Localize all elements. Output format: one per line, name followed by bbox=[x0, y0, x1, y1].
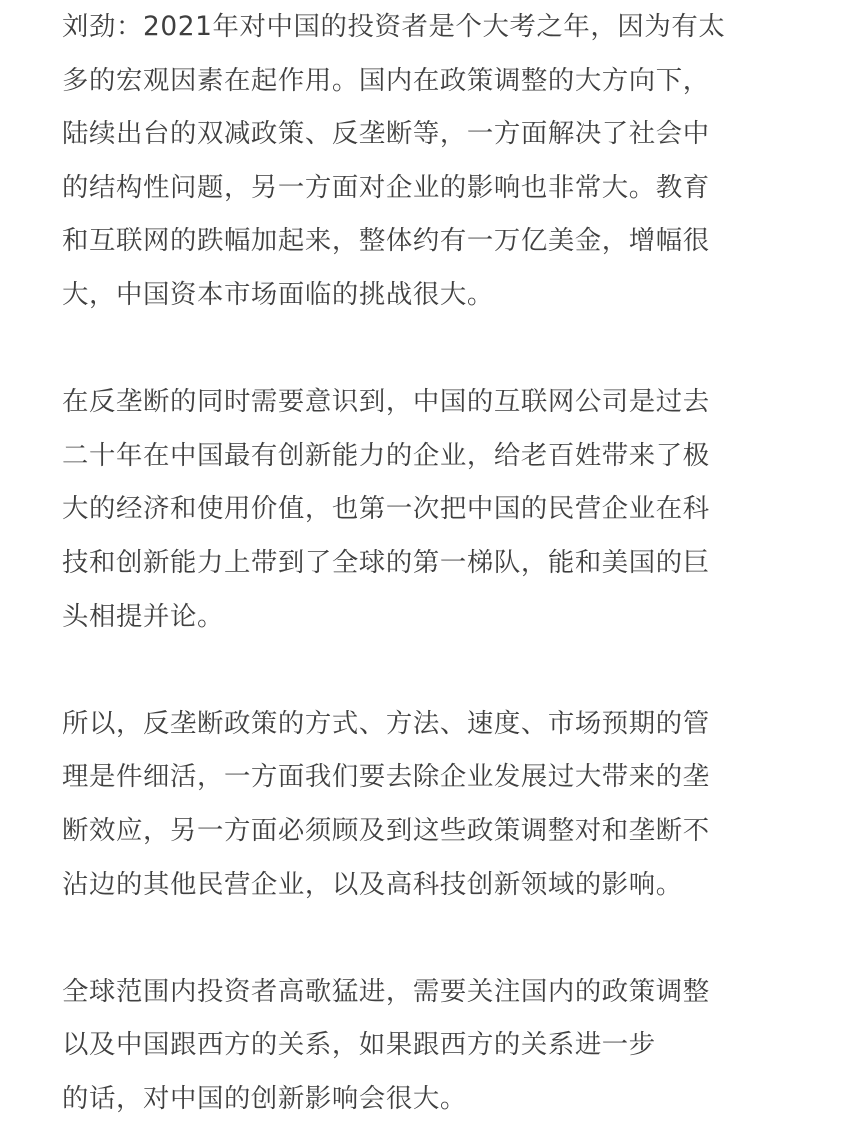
paragraph-spacer bbox=[62, 322, 792, 376]
text-line: 以及中国跟西方的关系，如果跟西方的关系进一步 bbox=[62, 1029, 656, 1061]
text-line: 全球范围内投资者高歌猛进，需要关注国内的政策调整 bbox=[62, 975, 710, 1007]
text-line: 头相提并论。 bbox=[62, 600, 224, 632]
text-line: 陆续出台的双减政策、反垄断等，一方面解决了社会中 bbox=[62, 118, 710, 150]
article-body bbox=[62, 0, 792, 1125]
text-line: 在反垄断的同时需要意识到，中国的互联网公司是过去 bbox=[62, 386, 710, 418]
text-line: 大的经济和使用价值，也第一次把中国的民营企业在科 bbox=[62, 493, 710, 525]
paragraph-1 bbox=[62, 0, 792, 322]
text-line: 的结构性问题，另一方面对企业的影响也非常大。教育 bbox=[62, 171, 710, 203]
text-line: 刘劲：2021年对中国的投资者是个大考之年，因为有太 bbox=[62, 11, 726, 42]
text-line: 和互联网的跌幅加起来，整体约有一万亿美金，增幅很 bbox=[62, 225, 710, 257]
text-line: 多的宏观因素在起作用。国内在政策调整的大方向下， bbox=[62, 64, 710, 96]
text-line: 断效应，另一方面必须顾及到这些政策调整对和垄断不 bbox=[62, 814, 710, 846]
text-line: 理是件细活，一方面我们要去除企业发展过大带来的垄 bbox=[62, 761, 710, 793]
text-line: 沾边的其他民营企业，以及高科技创新领域的影响。 bbox=[62, 868, 683, 900]
paragraph-spacer bbox=[62, 643, 792, 697]
paragraph-2 bbox=[62, 375, 792, 643]
text-line: 所以，反垄断政策的方式、方法、速度、市场预期的管 bbox=[62, 707, 710, 739]
paragraph-spacer bbox=[62, 911, 792, 965]
text-line: 技和创新能力上带到了全球的第一梯队，能和美国的巨 bbox=[62, 546, 710, 578]
paragraph-4 bbox=[62, 965, 792, 1126]
text-line: 二十年在中国最有创新能力的企业，给老百姓带来了极 bbox=[62, 439, 710, 471]
text-line: 大，中国资本市场面临的挑战很大。 bbox=[62, 278, 494, 310]
paragraph-3 bbox=[62, 697, 792, 911]
text-line: 的话，对中国的创新影响会很大。 bbox=[62, 1082, 467, 1114]
